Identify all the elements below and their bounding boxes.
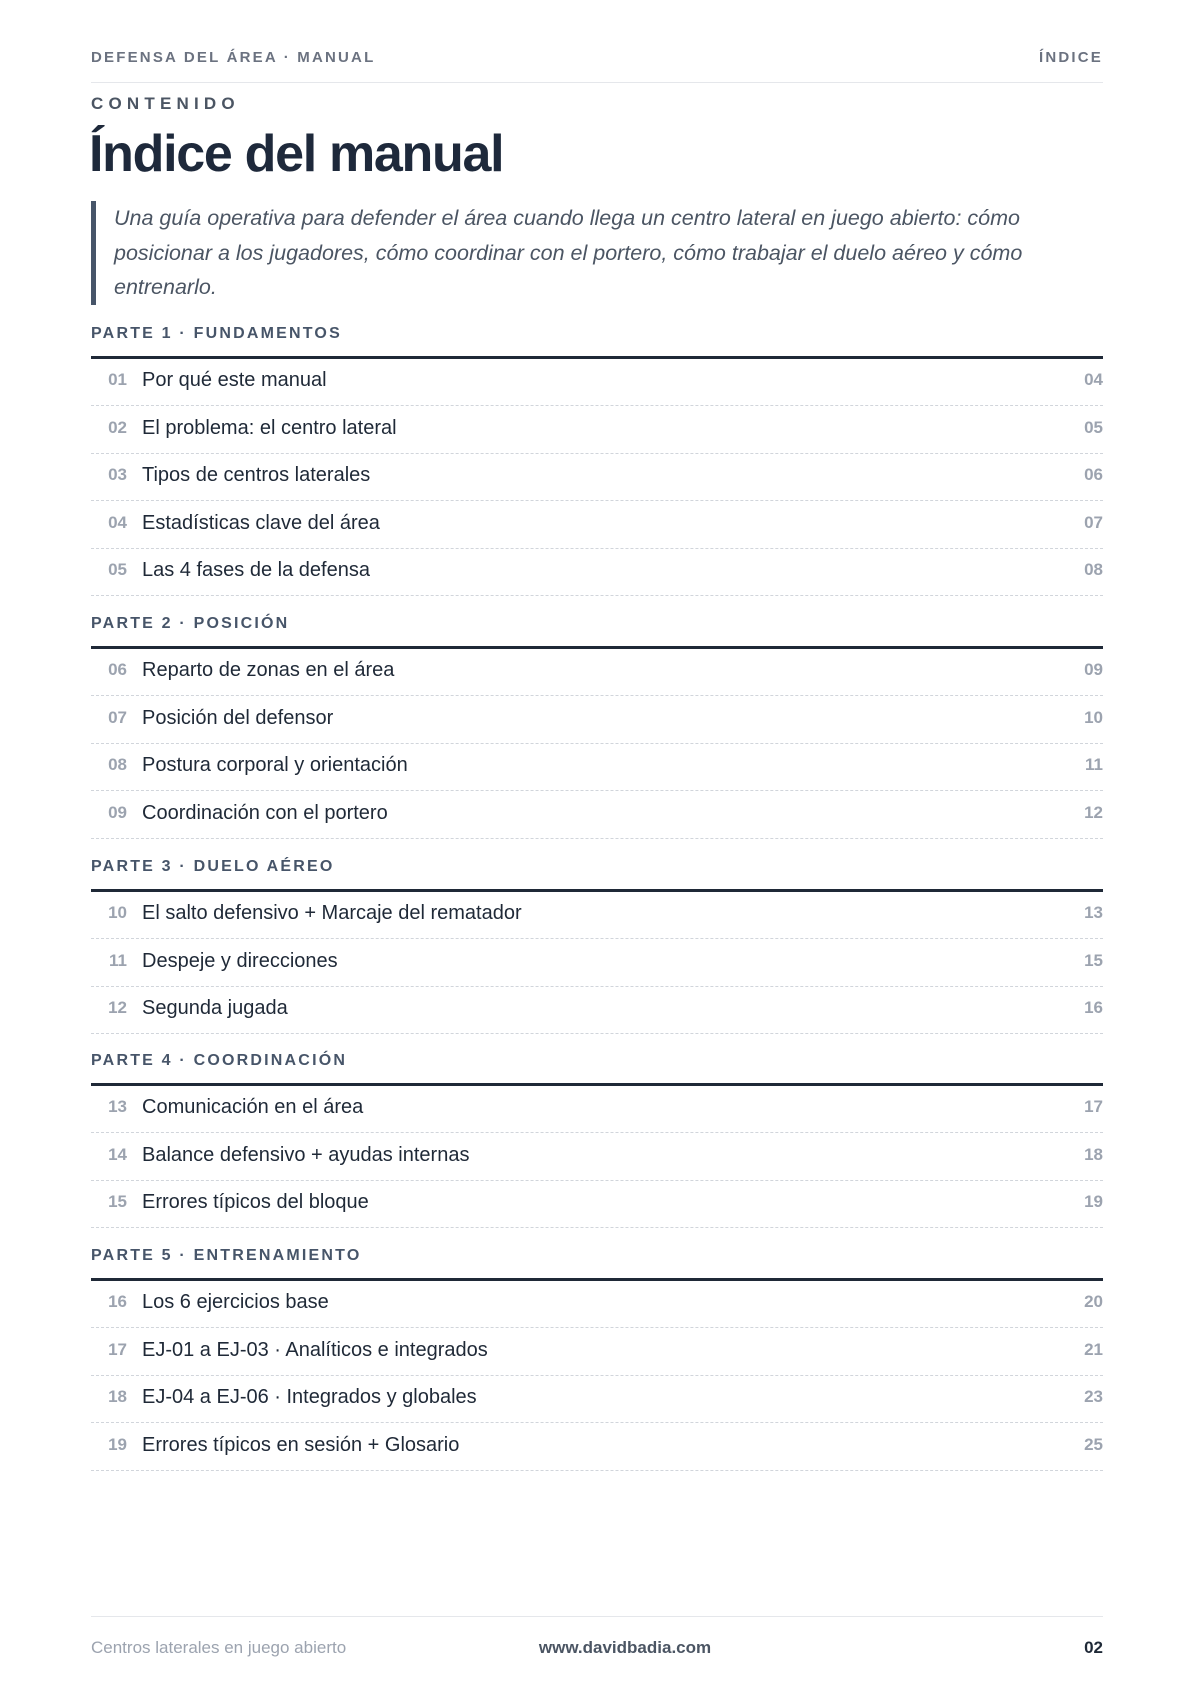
toc-entry-title: Posición del defensor <box>142 706 334 729</box>
toc-entry-number: 12 <box>108 998 127 1017</box>
toc-entry-number: 03 <box>108 465 127 484</box>
part-heading-label: PARTE 2 · POSICIÓN <box>91 615 290 632</box>
lead-quote <box>91 201 1103 305</box>
toc-entry-number: 15 <box>108 1192 127 1211</box>
toc-entry-title: EJ-04 a EJ-06 · Integrados y globales <box>142 1386 477 1408</box>
toc-entry-title: EJ-01 a EJ-03 · Analíticos e integrados <box>142 1338 488 1361</box>
toc-entry[interactable] <box>91 355 1103 406</box>
toc-entry[interactable] <box>91 788 1103 839</box>
toc-entry-number: 08 <box>108 755 127 774</box>
toc-entry[interactable] <box>91 1277 1103 1328</box>
toc-entry[interactable] <box>91 450 1103 501</box>
toc-entry-title: Segunda jugada <box>142 997 288 1019</box>
toc-entry[interactable] <box>91 983 1103 1034</box>
toc-entry-title: Postura corporal y orientación <box>142 754 408 776</box>
toc-entry-page: 04 <box>1084 370 1103 389</box>
toc-entry-page: 17 <box>1084 1097 1103 1116</box>
toc-entry-title: Errores típicos del bloque <box>142 1191 369 1213</box>
toc-entry[interactable] <box>91 693 1103 744</box>
toc-entry-page: 20 <box>1084 1292 1103 1311</box>
toc-entry-title: Por qué este manual <box>142 369 327 391</box>
toc-entry-number: 19 <box>108 1434 127 1454</box>
toc-entry-title: Coordinación con el portero <box>142 801 388 824</box>
toc-entry-page: 13 <box>1084 903 1103 922</box>
toc-entry[interactable] <box>91 1177 1103 1228</box>
part-heading-label: PARTE 5 · ENTRENAMIENTO <box>91 1247 362 1264</box>
part-heading-label: PARTE 3 · DUELO AÉREO <box>91 858 335 875</box>
toc-entry-number: 18 <box>108 1387 127 1406</box>
toc-entry-page: 15 <box>1084 950 1103 970</box>
footer-page-number: 02 <box>1084 1638 1103 1657</box>
toc-entry-title: El problema: el centro lateral <box>142 416 397 439</box>
lead-text: Una guía operativa para defender el área cuando llega un centro lateral en juego abierto: cómo posicionar a los jugadores, cómo coordinar con el portero, cómo trabajar el duelo aéreo y cómo entrenarlo. <box>114 206 1023 299</box>
toc-entry-number: 04 <box>108 512 127 532</box>
toc-entry-page: 25 <box>1084 1434 1103 1454</box>
toc-entry[interactable] <box>91 1325 1103 1376</box>
toc-page <box>91 0 1103 1683</box>
toc-entry-page: 19 <box>1084 1192 1103 1211</box>
running-header-title: DEFENSA DEL ÁREA · MANUAL <box>91 49 376 66</box>
toc-entry[interactable] <box>91 740 1103 791</box>
toc-entry-title: Comunicación en el área <box>142 1096 364 1118</box>
toc-entry[interactable] <box>91 498 1103 549</box>
toc-entry[interactable] <box>91 545 1103 596</box>
toc-entry-page: 16 <box>1084 998 1103 1017</box>
toc-entry[interactable] <box>91 888 1103 939</box>
toc-entry-page: 12 <box>1084 802 1103 822</box>
toc-entry-number: 07 <box>108 707 127 727</box>
part-heading-label: PARTE 4 · COORDINACIÓN <box>91 1052 348 1069</box>
toc-entry-page: 10 <box>1084 707 1103 727</box>
running-header-section: ÍNDICE <box>1038 49 1103 66</box>
toc-entry-title: El salto defensivo + Marcaje del rematador <box>142 902 522 924</box>
toc-entry-number: 16 <box>108 1292 127 1311</box>
toc-entry-number: 01 <box>108 370 127 389</box>
toc-entry-page: 09 <box>1084 660 1103 679</box>
toc-entry-page: 06 <box>1084 465 1103 484</box>
toc-entry-page: 08 <box>1084 560 1103 579</box>
toc-entry-page: 23 <box>1084 1387 1103 1406</box>
page-footer <box>91 1616 1103 1662</box>
toc-entry[interactable] <box>91 936 1103 987</box>
page-title: Índice del manual <box>89 125 504 183</box>
toc-entry-title: Las 4 fases de la defensa <box>142 559 370 581</box>
toc-entry[interactable] <box>91 1082 1103 1133</box>
toc-entry-title: Los 6 ejercicios base <box>142 1291 329 1313</box>
toc-entry-number: 05 <box>108 560 127 579</box>
toc-entry-number: 10 <box>108 903 127 922</box>
toc-entry-title: Errores típicos en sesión + Glosario <box>142 1433 460 1456</box>
toc-entry[interactable] <box>91 645 1103 696</box>
toc-entry[interactable] <box>91 1130 1103 1181</box>
toc-entry-number: 06 <box>108 660 127 679</box>
toc-entry-number: 11 <box>109 950 127 970</box>
footer-book-title: Centros laterales en juego abierto <box>91 1638 347 1657</box>
toc-entry-title: Tipos de centros laterales <box>142 464 371 486</box>
toc-entry-page: 05 <box>1084 417 1103 437</box>
footer-website-link[interactable]: www.davidbadia.com <box>538 1638 712 1657</box>
toc-entry-title: Despeje y direcciones <box>142 949 338 972</box>
toc-entry-page: 18 <box>1084 1144 1103 1164</box>
toc-entry-page: 07 <box>1084 512 1103 532</box>
toc-entry[interactable] <box>91 1420 1103 1471</box>
toc-entry-number: 17 <box>108 1339 127 1359</box>
toc-entry-number: 02 <box>108 417 127 437</box>
toc-entry-number: 13 <box>108 1097 127 1116</box>
running-header <box>91 47 1103 83</box>
toc-entry[interactable] <box>91 403 1103 454</box>
toc-entry-page: 11 <box>1085 755 1103 774</box>
toc-entry[interactable] <box>91 1372 1103 1423</box>
toc-entry-title: Balance defensivo + ayudas internas <box>142 1143 470 1166</box>
toc-entry-title: Estadísticas clave del área <box>142 511 380 534</box>
toc-entry-number: 09 <box>108 802 127 822</box>
part-heading-label: PARTE 1 · FUNDAMENTOS <box>91 325 342 342</box>
section-kicker: CONTENIDO <box>91 94 240 113</box>
toc-entry-title: Reparto de zonas en el área <box>142 659 395 681</box>
toc-entry-page: 21 <box>1084 1339 1103 1359</box>
toc-entry-number: 14 <box>108 1144 127 1164</box>
